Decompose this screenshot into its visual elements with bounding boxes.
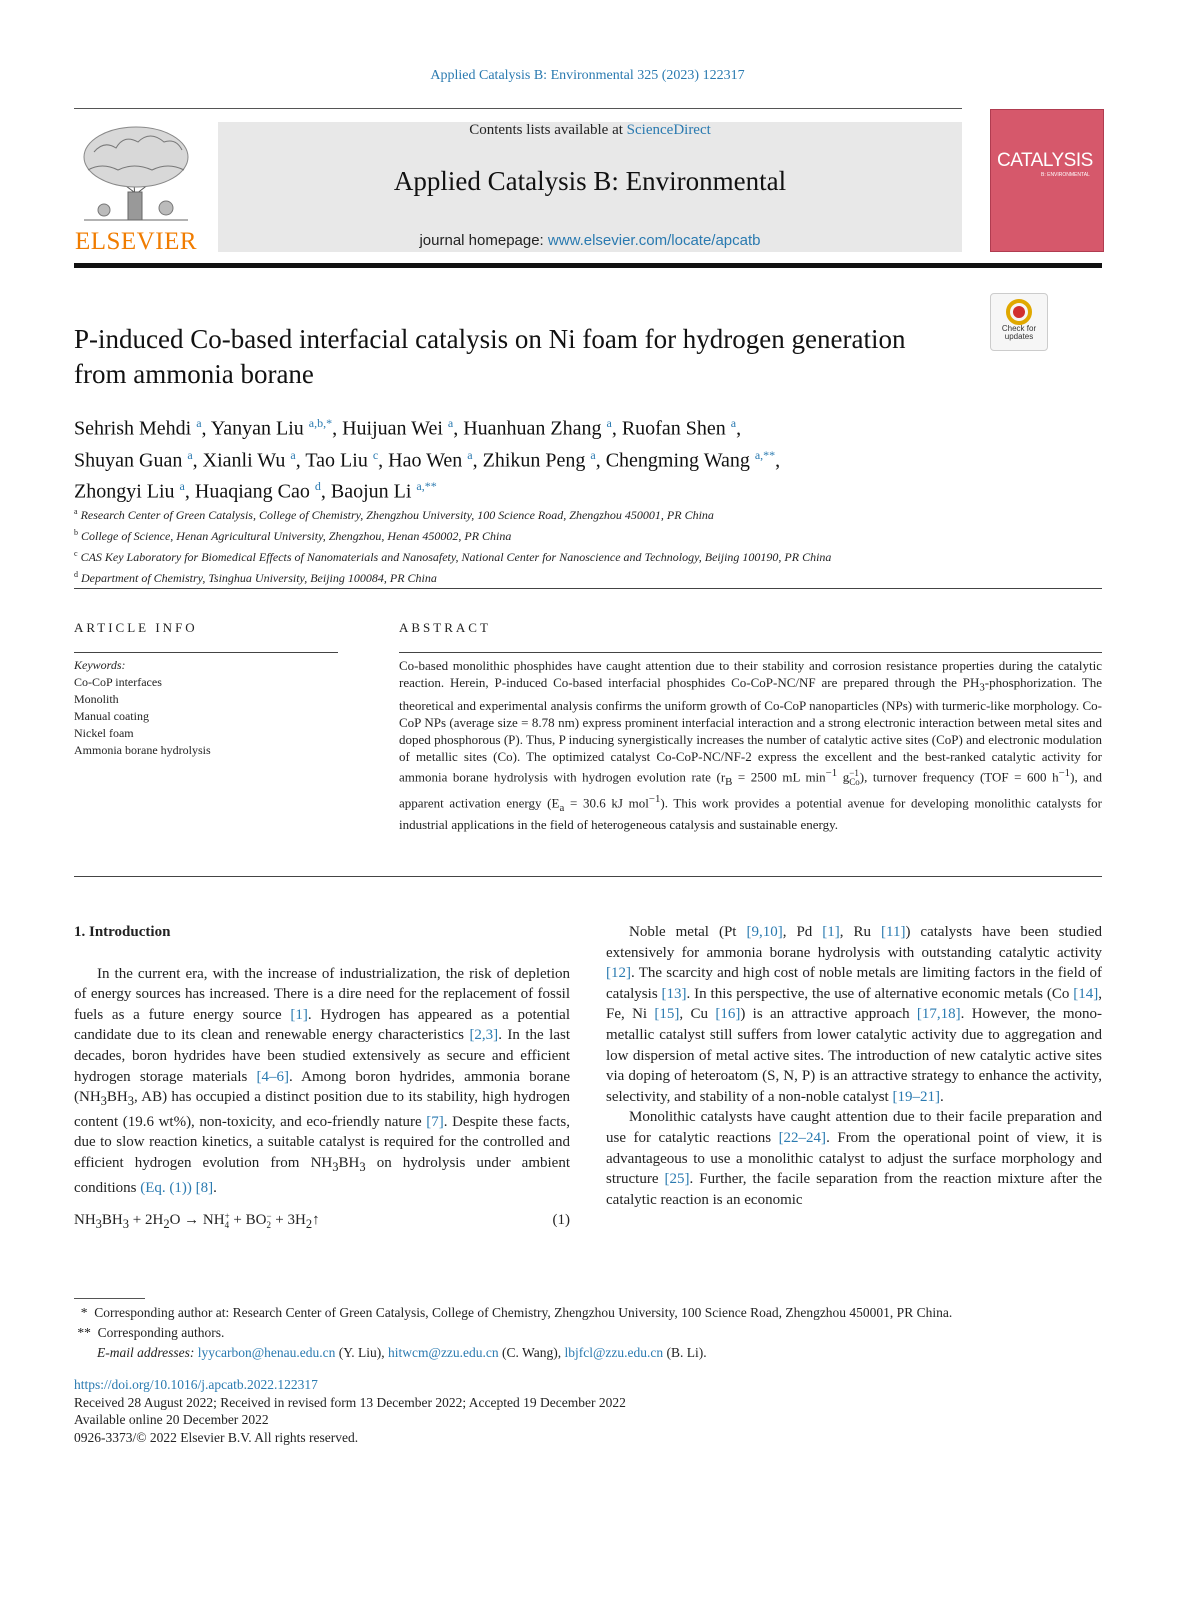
citation-link[interactable]: [15] — [654, 1006, 680, 1023]
citation-link[interactable]: [22–24] — [778, 1129, 827, 1146]
affiliation-rule — [74, 588, 1102, 589]
homepage-prefix: journal homepage: — [419, 232, 548, 249]
equation-link[interactable]: (Eq. (1)) — [140, 1179, 192, 1196]
journal-cover-thumbnail[interactable] — [990, 109, 1104, 252]
affiliation-line — [74, 524, 1104, 545]
affiliation-marker: b — [74, 528, 78, 537]
abstract-bottom-rule — [74, 876, 1102, 877]
cover-title: CATALYSIS — [997, 150, 1093, 171]
affiliation-marker: a — [74, 507, 78, 516]
email-link[interactable]: lyycarbon@henau.edu.cn — [197, 1345, 336, 1360]
author-name[interactable]: Baojun Li — [330, 480, 412, 503]
equation-1 — [74, 1210, 570, 1235]
journal-reference[interactable] — [0, 68, 1175, 84]
citation-link[interactable]: [1] — [290, 1006, 308, 1023]
citation-link[interactable]: [25] — [664, 1171, 690, 1188]
author-separator: , — [611, 417, 622, 440]
author-name[interactable]: Sehrish Mehdi — [74, 417, 192, 440]
footnote-rule — [74, 1298, 145, 1299]
paper-title: P-induced Co-based interfacial catalysis on Ni foam for hydrogen generation from ammonia borane — [74, 324, 906, 389]
affiliation-line — [74, 545, 1104, 566]
author-affiliation-marker[interactable]: a — [290, 447, 296, 462]
author-separator: , — [184, 480, 195, 503]
affiliation-text: CAS Key Laboratory for Biomedical Effects of Nanomaterials and Nanosafety, National Center for Nanoscience and Technology, Beijing 100190, PR China — [80, 550, 832, 564]
check-updates-icon — [1006, 299, 1032, 325]
citation-link[interactable]: [7] — [426, 1113, 444, 1130]
intro-paragraph-1: In the current era, with the increase of industrialization, the risk of depletion of energy sources has increased. There is a dire need for the replacement of fossil fuels as a future energy source [1]. Hydrogen has appeared as a potential candidate due to its clean and renewable energy characteristics [2,3]. In the last decades, boron hydrides have been studied extensively as secure and efficient hydrogen storage materials [4–6]. Among boron hydrides, ammonia borane ($NH_3BH_3$, AB) has occupied a distinct position due to its stability, high hydrogen content (19.6 wt%), non-toxicity, and eco-friendly nature [7]. Despite these facts, due to slow reaction kinetics, a suitable catalyst is required for the controlled and efficient hydrogen evolution from $NH_3BH_3$ on hydrolysis under ambient conditions (Eq. (1)) [8]. — [74, 965, 570, 1196]
citation-link[interactable]: [2,3] — [469, 1027, 499, 1044]
affiliation-text: College of Science, Henan Agricultural University, Zhengzhou, Henan 450002, PR China — [81, 529, 512, 543]
author-separator: , — [295, 449, 306, 472]
keywords-list — [74, 674, 338, 759]
citation-link[interactable]: [19–21] — [892, 1088, 940, 1105]
left-column — [74, 922, 570, 1235]
check-updates-label: Check for updates — [1001, 324, 1037, 341]
affiliation-text: Department of Chemistry, Tsinghua University, Beijing 100084, PR China — [81, 571, 437, 585]
citation-link[interactable]: [9,10] — [746, 924, 783, 940]
author-affiliation-marker[interactable]: a — [179, 479, 185, 494]
tree-icon — [74, 122, 198, 222]
author-separator: , — [201, 417, 211, 440]
citation-link[interactable]: [1] — [822, 924, 840, 940]
author-affiliation-marker[interactable]: a — [447, 416, 454, 430]
journal-title: Applied Catalysis B: Environmental — [393, 166, 787, 196]
right-column — [606, 922, 1102, 1210]
copyright: 0926-3373/© 2022 Elsevier B.V. All rights reserved. — [74, 1429, 359, 1445]
author-name[interactable]: Shuyan Guan — [74, 449, 183, 472]
citation-link[interactable]: [11] — [881, 924, 906, 940]
keywords-heading: Keywords: — [74, 658, 126, 672]
header-rule — [74, 108, 962, 109]
author-separator: , — [775, 449, 781, 472]
affiliation-text: Research Center of Green Catalysis, College of Chemistry, Zhengzhou University, 100 Science Road, Zhengzhou 450001, PR China — [80, 508, 714, 522]
keywords-block — [74, 657, 338, 759]
author-name[interactable]: Zhongyi Liu — [74, 480, 175, 503]
contents-line — [218, 122, 962, 138]
article-info-heading: ARTICLE INFO — [74, 620, 198, 635]
email-link[interactable]: hitwcm@zzu.edu.cn — [388, 1345, 499, 1360]
author-name[interactable]: Huanhuan Zhang — [463, 417, 602, 440]
author-name[interactable]: Huijuan Wei — [342, 417, 443, 440]
author-affiliation-marker[interactable]: a,** — [754, 447, 776, 462]
author-name[interactable]: Chengming Wang — [605, 449, 750, 472]
abstract-heading: ABSTRACT — [399, 620, 491, 635]
keyword-item: Manual coating — [74, 709, 149, 723]
doi-link[interactable]: https://doi.org/10.1016/j.apcatb.2022.122317 — [74, 1377, 318, 1392]
email-label: E-mail addresses: — [97, 1345, 195, 1360]
author-affiliation-marker[interactable]: a,** — [416, 479, 437, 494]
author-separator: , — [378, 449, 389, 472]
citation-link[interactable]: [4–6] — [256, 1068, 290, 1085]
affiliation-list — [74, 503, 1104, 587]
journal-header-box — [218, 122, 962, 252]
author-affiliation-marker[interactable]: a — [187, 447, 193, 462]
homepage-link[interactable]: www.elsevier.com/locate/apcatb — [547, 232, 761, 249]
author-affiliation-marker[interactable]: d — [314, 479, 321, 494]
intro-paragraph-3: Monolithic catalysts have caught attention due to their facile preparation and use for catalytic reactions [22–24]. From the operational point of view, it is advantageous to use a monolithic catalyst to adjust the surface morphology and structure [25]. Further, the facile separation from the reaction mixture after the catalytic reaction is an economic — [606, 1109, 1102, 1208]
author-affiliation-marker[interactable]: a — [606, 416, 612, 430]
citation-link[interactable]: [8] — [195, 1179, 214, 1196]
keyword-item: Monolith — [74, 692, 119, 706]
citation-link[interactable]: [13] — [661, 985, 687, 1002]
footnote-corresponding-authors: ** Corresponding authors. — [77, 1325, 225, 1340]
author-separator: , — [736, 417, 742, 440]
author-name[interactable]: Yanyan Liu — [210, 417, 304, 440]
footnote-emails: E-mail addresses: lyycarbon@henau.edu.cn (Y. Liu), hitwcm@zzu.edu.cn (C. Wang), lbjfcl@zzu.edu.cn (B. Li). — [97, 1345, 707, 1360]
citation-link[interactable]: [12] — [606, 965, 631, 982]
journal-homepage — [218, 232, 962, 249]
author-name[interactable]: Hao Wen — [388, 449, 463, 472]
abstract-rule — [399, 652, 1102, 653]
received-dates: Received 28 August 2022; Received in revised form 13 December 2022; Accepted 19 December 2022 — [74, 1394, 626, 1410]
keyword-item: Nickel foam — [74, 726, 134, 740]
author-name[interactable]: Ruofan Shen — [621, 417, 726, 440]
citation-link[interactable]: [16] — [715, 1006, 741, 1023]
equation-number: (1) — [552, 1212, 570, 1229]
sciencedirect-link[interactable]: ScienceDirect — [626, 122, 711, 138]
citation-link[interactable]: [17,18] — [916, 1006, 961, 1023]
publication-info — [74, 1376, 974, 1446]
affiliation-marker: c — [74, 549, 78, 558]
author-separator: , — [453, 417, 464, 440]
author-affiliation-marker[interactable]: a — [730, 416, 737, 430]
abstract-text: Co-based monolithic phosphides have caught attention due to their stability and corrosion resistance properties during the catalytic reaction. Herein, P-induced Co-based interfacial phosphides Co-CoP-NC/NF are prepared through the $PH_3$-phosphorization. The theoretical and experimental analysis confirms the uniform growth of Co-CoP nanoparticles (NPs) with turmeric-like morphology. Co-CoP NPs (average size = 8.78 nm) express prominent interfacial interaction and a strong electronic interaction between metal sites and doped phosphorous (P). Thus, P inducing synergistically increases the number of catalytic active sites (CoP) and electronic modulation of metallic sites (Co). The optimized catalyst Co-CoP-NC/NF-2 express the excellent and the best-ranked catalytic activity for ammonia borane hydrolysis with hydrogen evolution rate ($r_B = 2500$ mL $\min^{-1} g$ −1 Co ), turnover frequency (TOF = 600 $h^{-1}$), and apparent activation energy ($E_a = 30.6$ kJ mol$^{-1}$). This work provides a potential avenue for developing monolithic catalysts for industrial applications in the field of heterogeneous catalysis and sustainable energy. — [399, 658, 1102, 833]
article-info-rule — [74, 652, 338, 653]
author-separator: , — [320, 480, 331, 503]
intro-paragraph-2: Noble metal (Pt [9,10], Pd [1], Ru [11]) catalysts have been studied extensively for ammonia borane hydrolysis with outstanding catalytic activity [12]. The scarcity and high cost of noble metals are limiting factors in the field of catalysis [13]. In this perspective, the use of alternative economic metals (Co [14], Fe, Ni [15], Cu [16]) is an attractive approach [17,18]. However, the mono-metallic catalyst still suffers from lower catalytic activity due to aggregation and low dispersion of metal active sites. The introduction of new catalytic active sites via doping of heteroatom (S, N, P) is an attractive strategy to enhance the activity, selectivity, and stability of a non-noble catalyst [19–21]. — [606, 924, 1103, 1105]
available-online: Available online 20 December 2022 — [74, 1412, 269, 1427]
keyword-item: Ammonia borane hydrolysis — [74, 743, 211, 757]
section-heading: 1. Introduction — [74, 924, 171, 940]
footnotes — [74, 1303, 1124, 1363]
contents-prefix: Contents lists available at — [469, 122, 627, 138]
elsevier-wordmark: ELSEVIER — [74, 228, 198, 255]
keyword-item: Co-CoP interfaces — [74, 675, 162, 689]
affiliation-line — [74, 566, 1104, 587]
author-separator: , — [472, 449, 483, 472]
check-for-updates-button[interactable] — [990, 293, 1048, 351]
author-affiliation-marker[interactable]: a — [590, 447, 596, 462]
email-link[interactable]: lbjfcl@zzu.edu.cn — [564, 1345, 664, 1360]
affiliation-marker: d — [74, 570, 78, 579]
author-separator: , — [192, 449, 203, 472]
header-thick-rule — [74, 263, 1102, 268]
journal-reference-link[interactable]: Applied Catalysis B: Environmental 325 (2023) 122317 — [430, 68, 745, 83]
affiliation-line — [74, 503, 1104, 524]
footnote-corresponding-author: * Corresponding author at: Research Center of Green Catalysis, College of Chemistry, Zhengzhou University, 100 Science Road, Zhengzhou 450001, PR China. — [80, 1305, 953, 1320]
author-affiliation-marker[interactable]: a — [196, 416, 202, 430]
citation-link[interactable]: [14] — [1073, 985, 1099, 1002]
author-separator: , — [595, 449, 606, 472]
author-name[interactable]: Huaqiang Cao — [194, 480, 310, 503]
author-list — [74, 410, 974, 505]
elsevier-logo — [74, 122, 198, 256]
author-name[interactable]: Xianli Wu — [202, 449, 286, 472]
author-separator: , — [332, 417, 343, 440]
author-affiliation-marker[interactable]: c — [372, 447, 379, 462]
author-name[interactable]: Tao Liu — [305, 449, 368, 472]
cover-subtitle: B: ENVIRONMENTAL — [1041, 172, 1090, 178]
equation-formula: $NH_3BH_3 + 2H_2O$ → NH + 4 + BO − 2 + $3H_2↑$ — [74, 1210, 320, 1232]
author-name[interactable]: Zhikun Peng — [482, 449, 586, 472]
author-affiliation-marker[interactable]: a — [467, 447, 473, 462]
author-affiliation-marker[interactable]: a,b,* — [308, 416, 333, 430]
